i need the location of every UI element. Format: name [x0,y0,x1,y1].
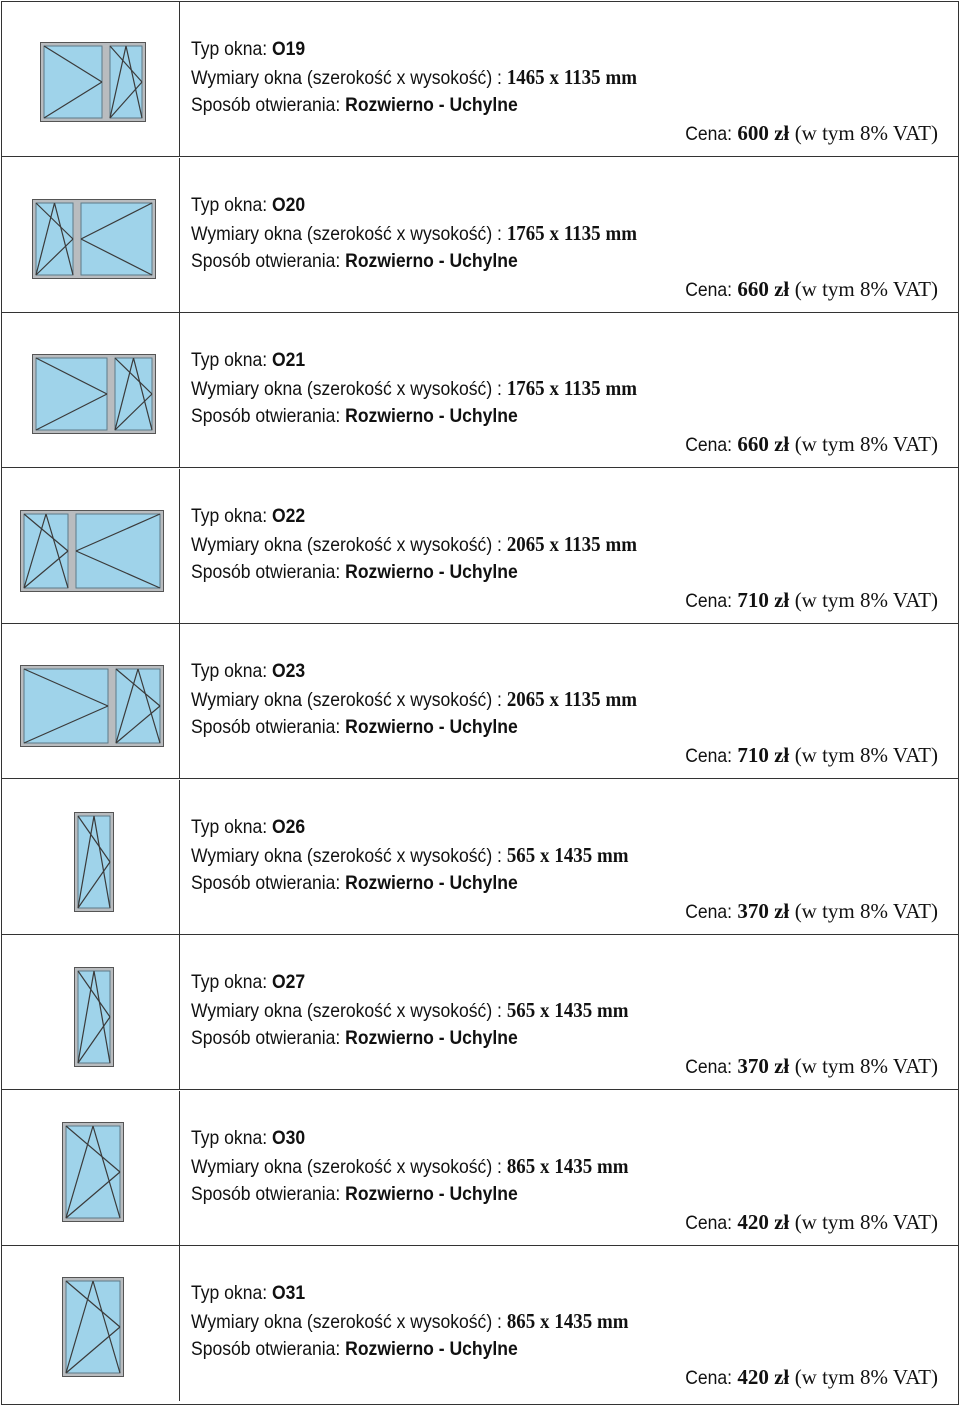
opening-type: Rozwierno - Uchylne [345,716,518,738]
price-currency: zł [774,432,790,456]
opening-label: Sposób otwierania: [191,94,341,116]
opening-type: Rozwierno - Uchylne [345,560,518,583]
window-opening-line [191,869,518,897]
window-price-line [680,119,938,148]
dimension-unit: mm [605,220,637,245]
dimensions-label: Wymiary okna (szerokość x wysokość) : [191,844,502,867]
opening-label: Sposób otwierania: [191,249,341,272]
window-dimensions-line [191,685,637,714]
price-vat-note: (w tym 8% VAT) [794,1365,938,1389]
type-label: Typ okna: [191,349,268,371]
window-price-line [680,275,938,304]
dimension-separator: x [549,220,559,245]
window-code: O22 [271,504,306,527]
dimension-unit: mm [597,998,629,1022]
window-width: 565 [506,842,536,867]
dimension-separator: x [549,687,559,711]
window-dimensions-line [191,219,637,248]
window-type-line [191,1279,305,1307]
window-width: 2065 [506,687,545,711]
window-dimensions-line [191,996,629,1025]
price-label: Cena: [685,123,732,145]
window-type-line [191,657,305,685]
window-opening-line [191,1024,518,1052]
type-label: Typ okna: [191,193,268,216]
window-two-sash-fixed-left-tilt-turn-right-icon [40,42,146,122]
window-info [191,780,958,934]
window-type-line [191,35,305,63]
window-code: O21 [271,349,306,371]
window-price-table [1,1,959,1405]
window-height: 1135 [563,220,601,245]
window-row [2,780,958,935]
window-row [2,624,958,779]
window-row [2,1246,958,1401]
window-image-cell [2,1091,180,1245]
window-row [2,158,958,313]
window-width: 865 [506,1153,536,1178]
window-dimensions-line [191,1307,629,1336]
dimension-unit: mm [597,1153,629,1178]
window-type-line [191,502,305,530]
type-label: Typ okna: [191,1126,268,1149]
dimension-unit: mm [597,1309,629,1333]
window-info [191,158,958,312]
price-value: 420 [737,1209,769,1234]
window-opening-line [191,247,518,275]
window-image-cell [2,780,180,934]
price-currency: zł [774,898,790,923]
price-label: Cena: [685,900,732,923]
price-value: 600 [737,121,769,145]
dimension-unit: mm [597,842,629,867]
window-code: O26 [271,815,306,838]
window-code: O31 [271,1282,306,1304]
window-row [2,935,958,1090]
window-info [191,469,958,623]
type-label: Typ okna: [191,38,268,60]
type-label: Typ okna: [191,504,268,527]
dimension-unit: mm [605,65,637,89]
price-label: Cena: [685,434,732,456]
price-currency: zł [774,276,790,301]
window-dimensions-line [191,841,629,870]
window-dimensions-line [191,63,637,92]
window-single-narrow-tilt-turn-icon [74,967,114,1067]
window-type-line [191,968,305,996]
window-price-line [680,586,938,615]
opening-type: Rozwierno - Uchylne [345,871,518,894]
opening-label: Sposób otwierania: [191,405,341,427]
window-height: 1135 [563,376,601,400]
type-label: Typ okna: [191,815,268,838]
window-width: 1765 [506,220,545,245]
opening-label: Sposób otwierania: [191,560,341,583]
window-type-line [191,346,305,374]
price-currency: zł [774,121,790,145]
opening-label: Sposób otwierania: [191,1338,341,1360]
window-opening-line [191,1180,518,1208]
window-type-line [191,191,305,219]
price-vat-note: (w tym 8% VAT) [794,898,938,923]
opening-label: Sposób otwierania: [191,1027,341,1049]
price-vat-note: (w tym 8% VAT) [794,121,938,145]
opening-type: Rozwierno - Uchylne [345,1338,518,1360]
window-single-narrow-tilt-turn-icon [74,812,114,912]
window-opening-line [191,402,518,430]
window-info [191,1246,958,1401]
window-width: 565 [506,998,536,1022]
price-vat-note: (w tym 8% VAT) [794,1054,938,1078]
window-image-cell [2,1246,180,1401]
opening-type: Rozwierno - Uchylne [345,1182,518,1205]
window-code: O30 [271,1126,306,1149]
window-info [191,935,958,1089]
window-code: O23 [271,660,306,682]
opening-label: Sposób otwierania: [191,716,341,738]
dimensions-label: Wymiary okna (szerokość x wysokość) : [191,1155,502,1178]
price-value: 370 [737,1054,769,1078]
type-label: Typ okna: [191,971,268,993]
price-currency: zł [774,1209,790,1234]
window-price-line [680,897,938,926]
window-image-cell [2,313,180,467]
price-label: Cena: [685,1211,732,1234]
window-dimensions-line [191,530,637,559]
price-currency: zł [774,1054,790,1078]
price-value: 660 [737,432,769,456]
price-vat-note: (w tym 8% VAT) [794,587,938,612]
window-dimensions-line [191,1152,629,1181]
window-width: 1465 [506,65,545,89]
opening-type: Rozwierno - Uchylne [345,1027,518,1049]
window-opening-line [191,1335,518,1363]
dimensions-label: Wymiary okna (szerokość x wysokość) : [191,67,502,89]
opening-type: Rozwierno - Uchylne [345,249,518,272]
dimensions-label: Wymiary okna (szerokość x wysokość) : [191,689,502,711]
price-label: Cena: [685,1056,732,1078]
window-row [2,313,958,468]
price-vat-note: (w tym 8% VAT) [794,432,938,456]
opening-type: Rozwierno - Uchylne [345,405,518,427]
window-single-tilt-turn-icon [62,1277,124,1377]
window-width: 1765 [506,376,545,400]
window-image-cell [2,158,180,312]
price-vat-note: (w tym 8% VAT) [794,1209,938,1234]
dimension-separator: x [549,531,559,556]
opening-label: Sposób otwierania: [191,1182,341,1205]
window-height: 1435 [554,1153,593,1178]
window-single-tilt-turn-icon [62,1122,124,1222]
window-info [191,313,958,467]
price-vat-note: (w tym 8% VAT) [794,276,938,301]
price-value: 420 [737,1365,769,1389]
window-opening-line [191,713,518,741]
dimensions-label: Wymiary okna (szerokość x wysokość) : [191,533,502,556]
dimension-separator: x [549,65,559,89]
dimension-unit: mm [605,531,637,556]
window-price-line [680,1208,938,1237]
window-dimensions-line [191,374,637,403]
price-currency: zł [774,743,790,767]
price-vat-note: (w tym 8% VAT) [794,743,938,767]
price-value: 710 [737,587,769,612]
window-height: 1135 [563,531,601,556]
dimension-separator: x [540,1153,550,1178]
price-label: Cena: [685,278,732,301]
window-row [2,469,958,624]
opening-label: Sposób otwierania: [191,871,341,894]
window-row [2,2,958,157]
window-opening-line [191,91,518,119]
dimension-separator: x [540,998,550,1022]
window-code: O27 [271,971,306,993]
window-type-line [191,1124,305,1152]
window-info [191,1091,958,1245]
window-type-line [191,813,305,841]
window-price-line [680,1052,938,1081]
window-height: 1435 [554,842,593,867]
window-width: 865 [506,1309,536,1333]
dimension-separator: x [540,1309,550,1333]
window-height: 1135 [563,687,601,711]
window-two-sash-wide-left-tilt-turn-right-icon [32,354,156,434]
price-currency: zł [774,1365,790,1389]
dimension-separator: x [540,842,550,867]
window-image-cell [2,624,180,778]
price-label: Cena: [685,589,732,612]
window-opening-line [191,558,518,586]
dimensions-label: Wymiary okna (szerokość x wysokość) : [191,222,502,245]
window-code: O20 [271,193,306,216]
price-label: Cena: [685,1367,732,1389]
price-value: 710 [737,743,769,767]
window-code: O19 [271,38,306,60]
dimensions-label: Wymiary okna (szerokość x wysokość) : [191,378,502,400]
window-price-line [680,430,938,459]
window-row [2,1091,958,1246]
dimension-unit: mm [605,376,637,400]
opening-type: Rozwierno - Uchylne [345,94,518,116]
window-height: 1135 [563,65,601,89]
window-height: 1435 [554,1309,593,1333]
window-width: 2065 [506,531,545,556]
window-two-sash-tilt-turn-left-wide-right-icon [32,199,156,279]
price-value: 370 [737,898,769,923]
dimensions-label: Wymiary okna (szerokość x wysokość) : [191,1311,502,1333]
window-price-line [680,741,938,770]
price-label: Cena: [685,745,732,767]
dimension-unit: mm [605,687,637,711]
price-currency: zł [774,587,790,612]
price-value: 660 [737,276,769,301]
window-image-cell [2,469,180,623]
window-info [191,2,958,156]
window-price-line [680,1363,938,1392]
window-info [191,624,958,778]
dimension-separator: x [549,376,559,400]
window-image-cell [2,2,180,156]
type-label: Typ okna: [191,660,268,682]
window-height: 1435 [554,998,593,1022]
window-two-sash-wide-left-tilt-turn-right-icon [20,665,164,747]
window-two-sash-tilt-turn-left-wide-right-icon [20,510,164,592]
window-image-cell [2,935,180,1089]
dimensions-label: Wymiary okna (szerokość x wysokość) : [191,1000,502,1022]
type-label: Typ okna: [191,1282,268,1304]
